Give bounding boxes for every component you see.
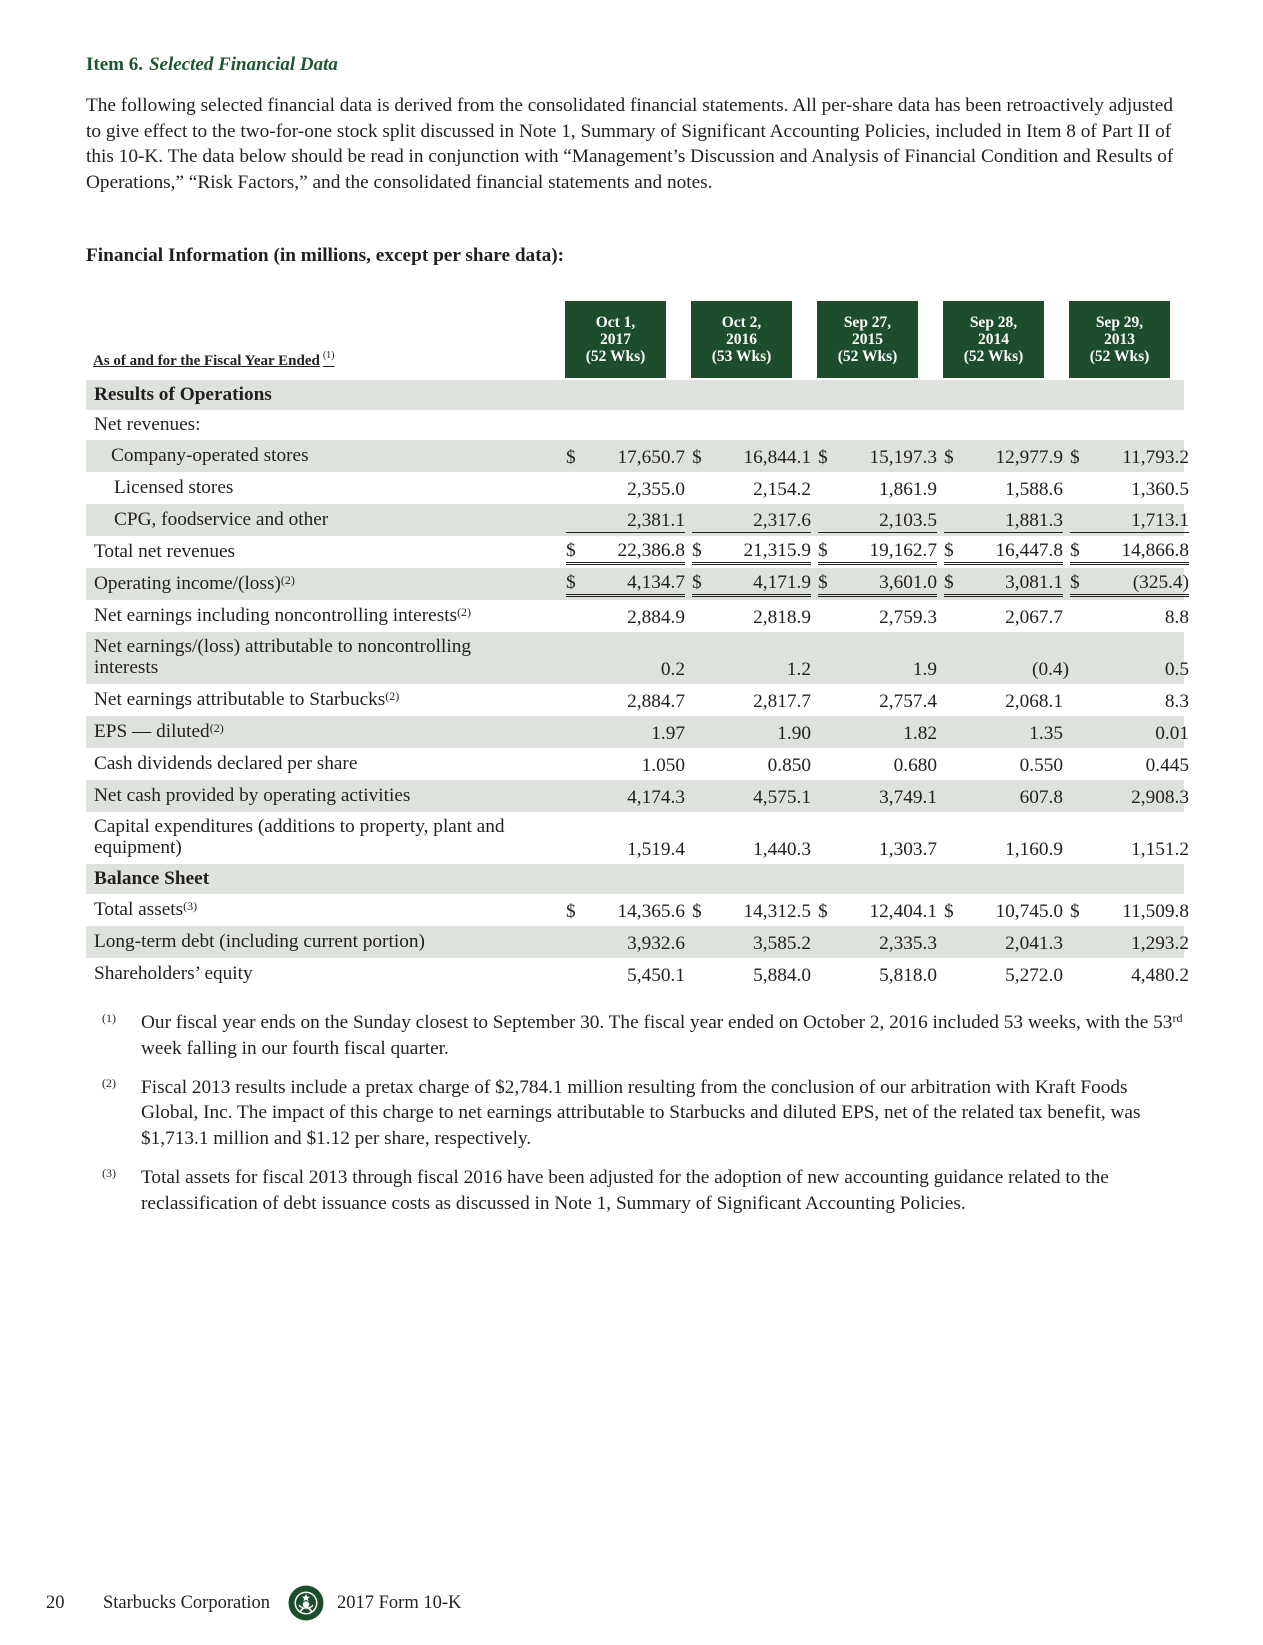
footnote-ref: (2) (280, 573, 295, 587)
value-cell (692, 837, 811, 861)
cell-value: 3,601.0 (879, 572, 937, 593)
value-cell (818, 657, 937, 681)
table-row (86, 684, 1189, 716)
footnote-ref: (2) (385, 689, 400, 703)
value-cell (944, 931, 1063, 955)
footnote-ref: (2) (457, 605, 472, 619)
cell-value: 2,818.9 (753, 607, 811, 628)
table-row (86, 472, 1189, 504)
value-cell (566, 605, 685, 629)
value-cell (944, 657, 1069, 681)
column-header-line: Sep 28, (969, 314, 1018, 331)
cell-value: 5,272.0 (1005, 965, 1063, 986)
value-cell (566, 753, 685, 777)
cell-value: 2,355.0 (627, 479, 685, 500)
cell-value: 5,450.1 (627, 965, 685, 986)
value-cell (1070, 508, 1189, 533)
cell-value: 0.5 (1164, 659, 1189, 680)
cell-value: 15,197.3 (869, 447, 937, 468)
table-row (86, 894, 1189, 926)
currency-symbol: $ (566, 901, 576, 922)
row-label-text: Net earnings attributable to Starbucks (94, 689, 386, 710)
cell-value: 14,365.6 (617, 901, 685, 922)
row-label: Total net revenues (94, 541, 236, 562)
cell-value: 2,381.1 (627, 510, 685, 531)
column-header-line: (52 Wks) (1089, 348, 1150, 365)
value-cell (944, 508, 1063, 533)
cell-value: 2,884.7 (627, 691, 685, 712)
value-cell (566, 931, 685, 955)
value-cell (566, 963, 685, 987)
cell-value: 0.550 (1019, 755, 1063, 776)
cell-value: 1,881.3 (1005, 510, 1063, 531)
cell-value: 3,932.6 (627, 933, 685, 954)
page-number: 20 (46, 1593, 65, 1613)
column-header-line: Sep 27, (843, 314, 892, 331)
row-label-text: Operating income/(loss) (94, 573, 281, 594)
row-label: Net revenues: (94, 414, 201, 435)
column-header-line: (52 Wks) (585, 348, 646, 365)
table-row (86, 812, 1189, 864)
footnote (86, 1075, 1184, 1152)
cell-value: 17,650.7 (617, 447, 685, 468)
cell-value: (0.4) (1032, 659, 1069, 680)
row-label (94, 899, 197, 921)
currency-symbol: $ (944, 901, 954, 922)
column-header-line: 2014 (978, 331, 1009, 348)
value-cell (1070, 931, 1189, 955)
currency-symbol: $ (692, 540, 702, 561)
row-label-line: interests (94, 657, 159, 678)
value-cell (692, 445, 811, 469)
value-cell (1070, 785, 1189, 809)
row-label: Licensed stores (114, 477, 234, 498)
value-cell (818, 753, 937, 777)
value-cell (1070, 963, 1189, 987)
currency-symbol: $ (692, 447, 702, 468)
cell-value: 16,844.1 (743, 447, 811, 468)
value-cell (566, 477, 685, 501)
cell-value: 4,174.3 (627, 787, 685, 808)
cell-value: 2,817.7 (753, 691, 811, 712)
value-cell (566, 657, 685, 681)
cell-value: 19,162.7 (869, 540, 937, 561)
table-row (86, 926, 1189, 958)
cell-value: 1,519.4 (627, 839, 685, 860)
section-row-results (86, 380, 1184, 410)
column-header-line: (53 Wks) (711, 348, 772, 365)
row-label-line: equipment) (94, 837, 182, 858)
value-cell (566, 689, 685, 713)
currency-symbol: $ (1070, 447, 1080, 468)
row-label (94, 605, 471, 627)
currency-symbol: $ (818, 572, 828, 593)
cell-value: 10,745.0 (995, 901, 1063, 922)
page-footer (0, 1585, 600, 1625)
row-label: Net cash provided by operating activities (94, 785, 411, 806)
cell-value: 1,151.2 (1131, 839, 1189, 860)
cell-value: 2,067.7 (1005, 607, 1063, 628)
value-cell (944, 753, 1063, 777)
cell-value: 5,884.0 (753, 965, 811, 986)
currency-symbol: $ (944, 572, 954, 593)
value-cell (818, 931, 937, 955)
cell-value: 0.01 (1155, 723, 1189, 744)
cell-value: 2,317.6 (753, 510, 811, 531)
value-cell (566, 445, 685, 469)
footnote-mark: (2) (102, 1075, 116, 1090)
value-cell (692, 963, 811, 987)
value-cell (944, 963, 1063, 987)
value-cell (566, 837, 685, 861)
currency-symbol: $ (1070, 540, 1080, 561)
table-row (86, 568, 1189, 600)
cell-value: 607.8 (1019, 787, 1063, 808)
currency-symbol: $ (818, 540, 828, 561)
table-row (86, 780, 1189, 812)
row-label: Shareholders’ equity (94, 963, 253, 984)
value-cell (818, 899, 937, 923)
row-label-line: Net earnings/(loss) attributable to noncontrolling (94, 636, 471, 657)
item-title: Selected Financial Data (148, 54, 338, 75)
value-cell (818, 963, 937, 987)
as-of-text: As of and for the Fiscal Year Ended (93, 353, 320, 369)
cell-value: 2,154.2 (753, 479, 811, 500)
value-cell (944, 721, 1063, 745)
cell-value: 4,575.1 (753, 787, 811, 808)
value-cell (1070, 837, 1189, 861)
currency-symbol: $ (1070, 901, 1080, 922)
cell-value: 2,759.3 (879, 607, 937, 628)
value-cell (818, 445, 937, 469)
currency-symbol: $ (944, 540, 954, 561)
value-cell (818, 837, 937, 861)
currency-symbol: $ (818, 901, 828, 922)
value-cell (566, 899, 685, 923)
cell-value: 1.82 (903, 723, 937, 744)
cell-value: 3,749.1 (879, 787, 937, 808)
cell-value: 1.2 (786, 659, 811, 680)
row-label-text: Net earnings including noncontrolling interests (94, 605, 458, 626)
currency-symbol: $ (818, 447, 828, 468)
footnote-mark: (1) (102, 1011, 116, 1025)
value-cell (944, 899, 1063, 923)
value-cell (692, 605, 811, 629)
table-row (86, 716, 1189, 748)
value-cell (692, 477, 811, 501)
value-cell (944, 605, 1063, 629)
value-cell (944, 538, 1063, 565)
cell-value: 4,171.9 (753, 572, 811, 593)
value-cell (692, 931, 811, 955)
table-row (86, 440, 1189, 472)
cell-value: 0.680 (893, 755, 937, 776)
cell-value: 1,861.9 (879, 479, 937, 500)
value-cell (1070, 538, 1189, 565)
row-label (94, 636, 471, 678)
cell-value: 12,977.9 (995, 447, 1063, 468)
value-cell (944, 689, 1063, 713)
row-label-text: Total assets (94, 899, 184, 920)
value-cell (566, 508, 685, 533)
value-cell (692, 721, 811, 745)
cell-value: 5,818.0 (879, 965, 937, 986)
row-label (94, 573, 295, 595)
value-cell (818, 689, 937, 713)
footnote-text-part: week falling in our fourth fiscal quarter. (141, 1037, 449, 1059)
table-row (86, 632, 1189, 684)
cell-value: 2,757.4 (879, 691, 937, 712)
financial-info-heading: Financial Information (in millions, except per share data): (86, 245, 565, 266)
cell-value: 2,908.3 (1131, 787, 1189, 808)
value-cell (566, 785, 685, 809)
row-label-line: Capital expenditures (additions to property, plant and (94, 816, 505, 837)
row-label: Company-operated stores (111, 445, 309, 466)
value-cell (566, 721, 685, 745)
as-of-label (93, 350, 335, 370)
value-cell (818, 605, 937, 629)
currency-symbol: $ (1070, 572, 1080, 593)
cell-value: 14,312.5 (743, 901, 811, 922)
cell-value: 21,315.9 (743, 540, 811, 561)
table-row (86, 748, 1189, 780)
value-cell (1070, 657, 1189, 681)
value-cell (692, 785, 811, 809)
item-heading (86, 54, 338, 76)
value-cell (1070, 899, 1189, 923)
value-cell (818, 785, 937, 809)
value-cell (1070, 570, 1189, 597)
value-cell (1070, 689, 1189, 713)
value-cell (566, 538, 685, 565)
row-label (94, 816, 505, 858)
value-cell (818, 538, 937, 565)
footnote-ref: (2) (209, 721, 224, 735)
value-cell (692, 689, 811, 713)
section-title: Balance Sheet (94, 868, 210, 889)
section-title: Results of Operations (94, 384, 272, 405)
cell-value: 1,713.1 (1131, 510, 1189, 531)
footnote (86, 1165, 1184, 1217)
cell-value: 2,335.3 (879, 933, 937, 954)
column-header-line: 2013 (1104, 331, 1135, 348)
column-header-line: Oct 2, (721, 314, 762, 331)
cell-value: (325.4) (1132, 572, 1189, 593)
cell-value: 22,386.8 (617, 540, 685, 561)
currency-symbol: $ (566, 447, 576, 468)
value-cell (818, 570, 937, 597)
row-label (94, 689, 399, 711)
row-label: CPG, foodservice and other (114, 509, 329, 530)
cell-value: 1,588.6 (1005, 479, 1063, 500)
column-header-line: (52 Wks) (837, 348, 898, 365)
footnotes (86, 1010, 1184, 1230)
table-row (86, 536, 1189, 568)
starbucks-siren-logo-icon (288, 1585, 324, 1621)
column-header-2017 (565, 301, 666, 378)
table-row (86, 504, 1189, 536)
footnote-text: Fiscal 2013 results include a pretax charge of $2,784.1 million resulting from the conclusion of our arbitration with Kraft Foods Global, Inc. The impact of this charge to net earnings attributable to Starbucks and diluted EPS, net of the related tax benefit, was $1,713.1 million and $1.12 per share, respectively. (141, 1076, 1141, 1150)
cell-value: 0.2 (660, 659, 685, 680)
footnote-text (141, 1010, 1184, 1062)
value-cell (1070, 477, 1189, 501)
cell-value: 11,509.8 (1122, 901, 1189, 922)
cell-value: 1.35 (1029, 723, 1063, 744)
cell-value: 16,447.8 (995, 540, 1063, 561)
cell-value: 4,480.2 (1131, 965, 1189, 986)
row-label-text: EPS — diluted (94, 721, 210, 742)
footnote-mark: (3) (102, 1165, 116, 1180)
column-header-line: 2015 (852, 331, 883, 348)
cell-value: 1,303.7 (879, 839, 937, 860)
value-cell (818, 508, 937, 533)
cell-value: 1.9 (912, 659, 937, 680)
row-label: Long-term debt (including current portion) (94, 931, 425, 952)
value-cell (1070, 605, 1189, 629)
subheading-row (86, 410, 1184, 440)
cell-value: 11,793.2 (1122, 447, 1189, 468)
column-header-line: (52 Wks) (963, 348, 1024, 365)
cell-value: 12,404.1 (869, 901, 937, 922)
value-cell (692, 753, 811, 777)
section-row-balance (86, 864, 1184, 894)
table-row (86, 600, 1189, 632)
column-header-2015 (817, 301, 918, 378)
cell-value: 1,440.3 (753, 839, 811, 860)
value-cell (1070, 721, 1189, 745)
cell-value: 2,068.1 (1005, 691, 1063, 712)
footnote-ref: (3) (183, 899, 198, 913)
cell-value: 3,081.1 (1005, 572, 1063, 593)
cell-value: 14,866.8 (1121, 540, 1189, 561)
column-header-2016 (691, 301, 792, 378)
cell-value: 4,134.7 (627, 572, 685, 593)
footnote (86, 1010, 1184, 1062)
value-cell (944, 445, 1063, 469)
currency-symbol: $ (692, 572, 702, 593)
value-cell (692, 508, 811, 533)
cell-value: 1,160.9 (1005, 839, 1063, 860)
footnote-superscript: rd (1172, 1011, 1183, 1025)
cell-value: 2,041.3 (1005, 933, 1063, 954)
value-cell (818, 477, 937, 501)
value-cell (944, 785, 1063, 809)
item-number: Item 6. (86, 54, 143, 75)
column-header-2013 (1069, 301, 1170, 378)
value-cell (944, 477, 1063, 501)
company-name: Starbucks Corporation (103, 1593, 270, 1613)
cell-value: 0.445 (1145, 755, 1189, 776)
cell-value: 2,103.5 (879, 510, 937, 531)
column-header-2014 (943, 301, 1044, 378)
cell-value: 8.8 (1164, 607, 1189, 628)
cell-value: 1.050 (641, 755, 685, 776)
value-cell (692, 570, 811, 597)
value-cell (944, 837, 1063, 861)
cell-value: 1,360.5 (1131, 479, 1189, 500)
value-cell (1070, 753, 1189, 777)
footnote-ref: (1) (322, 350, 335, 361)
cell-value: 8.3 (1164, 691, 1189, 712)
form-label: 2017 Form 10-K (337, 1593, 462, 1613)
footnote-text: Total assets for fiscal 2013 through fiscal 2016 have been adjusted for the adoption of new accounting guidance related to the reclassification of debt issuance costs as discussed in Note 1, Summary of Significant Accounting Policies. (141, 1166, 1109, 1214)
value-cell (692, 657, 811, 681)
value-cell (692, 899, 811, 923)
currency-symbol: $ (566, 540, 576, 561)
value-cell (692, 538, 811, 565)
currency-symbol: $ (692, 901, 702, 922)
cell-value: 2,884.9 (627, 607, 685, 628)
footnote-text-part: Our fiscal year ends on the Sunday closest to September 30. The fiscal year ended on October 2, 2016 included 53 weeks, with the 53 (141, 1012, 1173, 1033)
cell-value: 3,585.2 (753, 933, 811, 954)
column-header-line: 2017 (600, 331, 631, 348)
cell-value: 1.97 (651, 723, 685, 744)
row-label (94, 721, 224, 743)
currency-symbol: $ (566, 572, 576, 593)
currency-symbol: $ (944, 447, 954, 468)
value-cell (1070, 445, 1189, 469)
column-header-line: Sep 29, (1095, 314, 1144, 331)
value-cell (818, 721, 937, 745)
column-header-line: 2016 (726, 331, 757, 348)
cell-value: 1,293.2 (1131, 933, 1189, 954)
intro-paragraph: The following selected financial data is derived from the consolidated financial statements. All per-share data has been retroactively adjusted to give effect to the two-for-one stock split discussed in Note 1, Summary of Significant Accounting Policies, included in Item 8 of Part II of this 10-K. The data below should be read in conjunction with “Management’s Discussion and Analysis of Financial Condition and Results of Operations,” “Risk Factors,” and the consolidated financial statements and notes. (86, 95, 1174, 193)
value-cell (944, 570, 1063, 597)
cell-value: 1.90 (777, 723, 811, 744)
table-row (86, 958, 1189, 990)
row-label: Cash dividends declared per share (94, 753, 358, 774)
cell-value: 0.850 (767, 755, 811, 776)
value-cell (566, 570, 685, 597)
column-header-line: Oct 1, (595, 314, 636, 331)
